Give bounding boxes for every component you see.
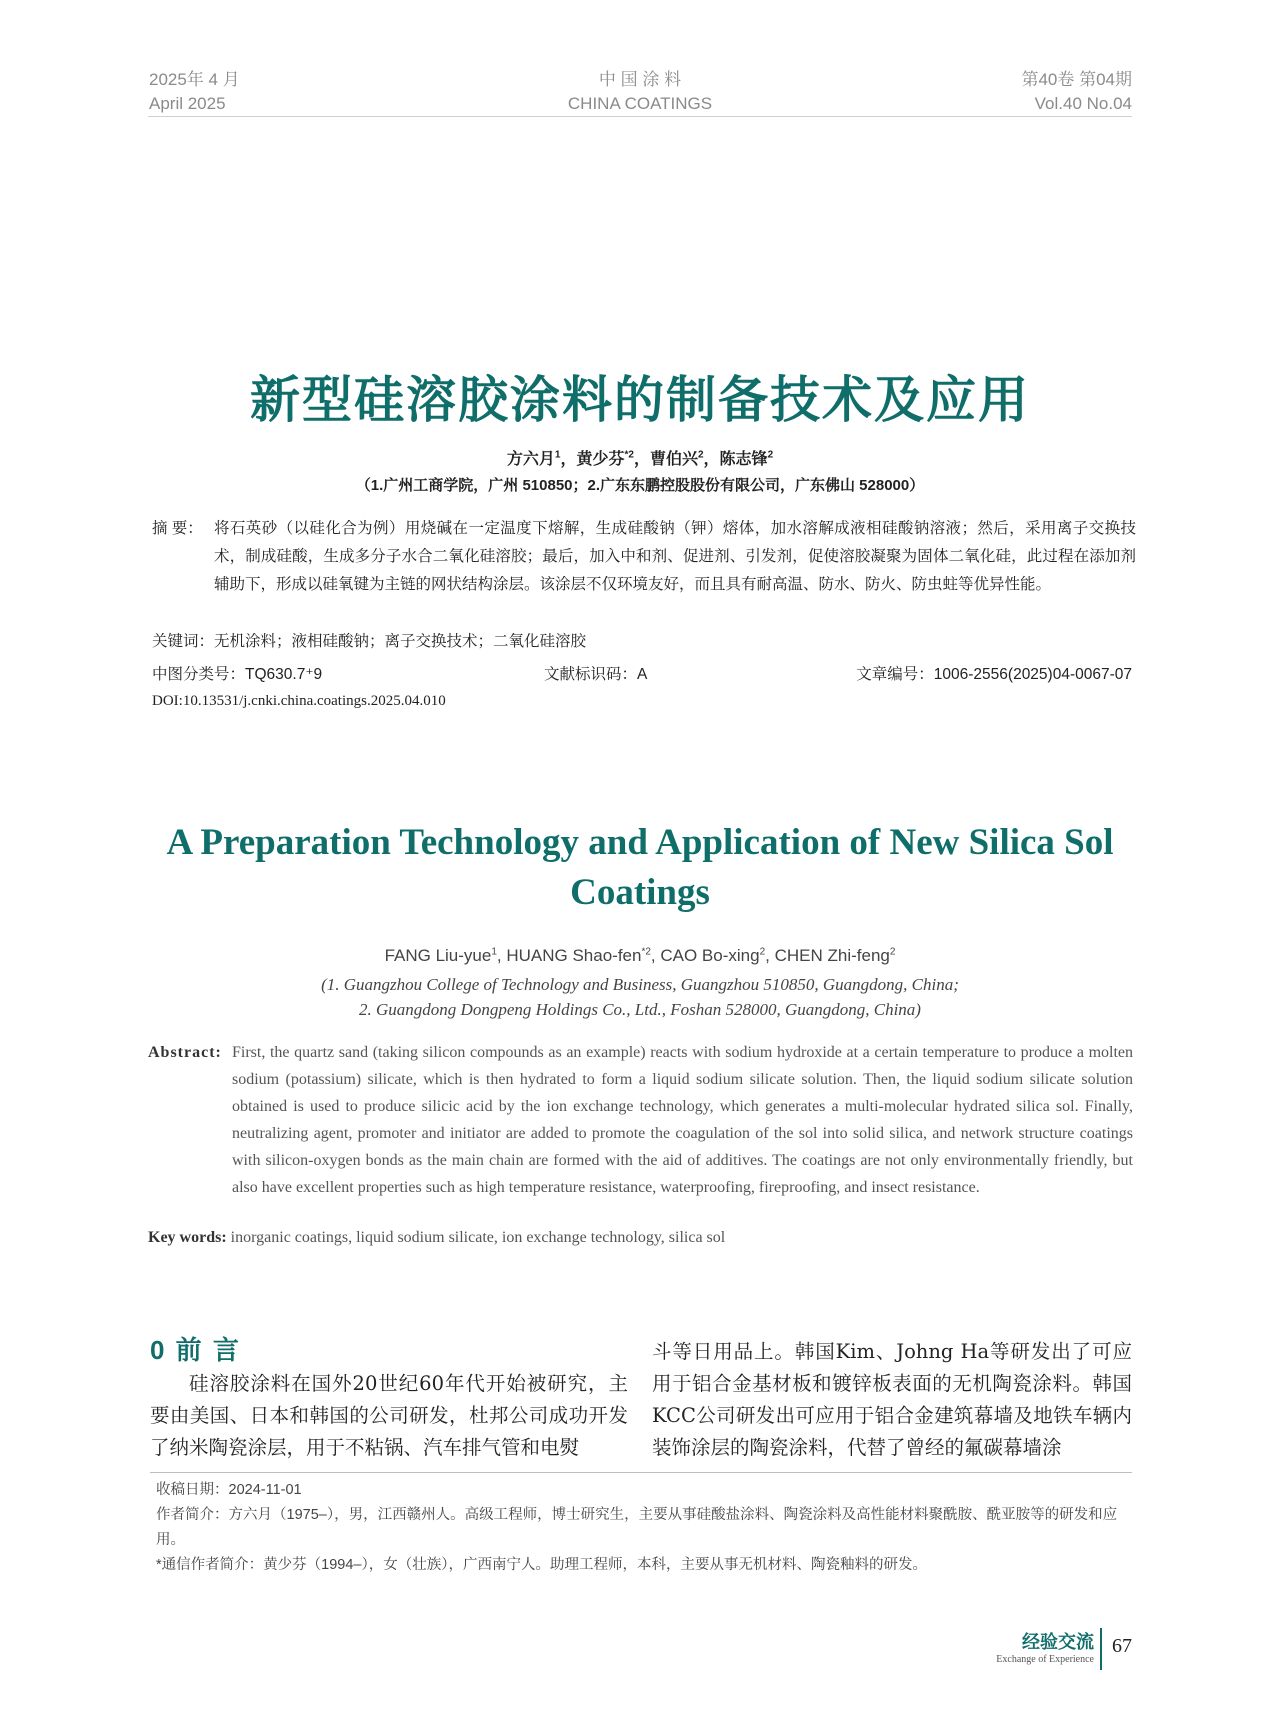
author-en-1: FANG Liu-yue$^1$ [384, 946, 497, 965]
author-en-4: CHEN Zhi-feng$^2$ [774, 946, 896, 965]
abstract-en-text: First, the quartz sand (taking silicon compounds as an example) reacts with sodium hydroxide at a certain temperature to produce a molten sodium (potassium) silicate, which is then hydrated to form a liquid sodium silicate solution. Then, the liquid sodium silicate solution obtained is used to produce silicic acid by the ion exchange technology, which generates a multi-molecular hydrated silica sol. Finally, neutralizing agent, promoter and initiator are added to promote the coagulation of the sol into solid silica, and network structure coatings with silicon-oxygen bonds as the main chain are formed with the aid of additives. The coatings are not only environmentally friendly, but also have excellent properties such as high temperature resistance, waterproofing, fireproofing, and insect resistance. [232, 1044, 1133, 1196]
header-date-en: April 2025 [149, 94, 226, 113]
clc-number: 中图分类号：TQ630.7⁺9 [152, 666, 323, 683]
header-rule [148, 116, 1132, 117]
footnote-rule [150, 1472, 1132, 1473]
author-cn-2: 黄少芬$^{*2}$ [576, 449, 634, 468]
footer-column-label [996, 1628, 1094, 1665]
received-date: 收稿日期：2024-11-01 [156, 1482, 302, 1498]
abstract-en-label: Abstract: [148, 1044, 222, 1061]
body-left-column: 硅溶胶涂料在国外20世纪60年代开始被研究，主要由美国、日本和韩国的公司研发，杜邦公司成功开发了纳米陶瓷涂层，用于不粘锅、汽车排气管和电熨 [150, 1372, 628, 1459]
doi: DOI:10.13531/j.cnki.china.coatings.2025.04.010 [152, 693, 446, 709]
footer-column-en: Exchange of Experience [996, 1654, 1094, 1665]
affiliation-en [0, 972, 1280, 1022]
keywords-en-text: inorganic coatings, liquid sodium silicate, ion exchange technology, silica sol [226, 1229, 726, 1246]
affiliation-cn: （1.广州工商学院，广州 510850；2.广东东鹏控股股份有限公司，广东佛山 528000） [355, 477, 925, 494]
abstract-en [148, 1039, 1133, 1201]
author-bio: 作者简介：方六月（1975–），男，江西赣州人。高级工程师，博士研究生，主要从事硅酸盐涂料、陶瓷涂料及高性能材料聚酰胺、酰亚胺等的研发和应用。 [156, 1507, 1118, 1548]
title-en: A Preparation Technology and Application of New Silica Sol Coatings [166, 822, 1114, 913]
header-date-cn: 2025年 4 月 [149, 70, 240, 89]
keywords-en-label: Key words: [148, 1229, 227, 1246]
header-volume [1021, 68, 1132, 116]
section-title: 0 前 言 [150, 1335, 241, 1365]
authors-cn: 方六月$^1$，黄少芬$^{*2}$，曹伯兴$^2$，陈志锋$^2$ [506, 449, 774, 468]
body-right-column: 斗等日用品上。韩国Kim、Johng Ha等研发出了可应用于铝合金基材板和镀锌板表面的无机陶瓷涂料。韩国KCC公司研发出可应用于铝合金建筑幕墙及地铁车辆内装饰涂层的陶瓷涂料，代替了曾经的氟碳幕墙涂 [652, 1340, 1132, 1459]
header-journal-en: CHINA COATINGS [567, 94, 713, 113]
abstract-cn [152, 515, 1136, 599]
page-number: 67 [1112, 1635, 1132, 1657]
footnotes [156, 1478, 1132, 1578]
author-cn-4: 陈志锋$^2$ [719, 449, 774, 468]
document-code: 文献标识码：A [544, 666, 648, 683]
author-cn-1: 方六月$^1$ [506, 449, 561, 468]
author-en-2: HUANG Shao-fen$^{*2}$ [506, 946, 651, 965]
abstract-cn-label: 摘 要： [152, 520, 203, 537]
footer-column-cn: 经验交流 [1022, 1632, 1094, 1652]
keywords-en [148, 1229, 725, 1247]
corresponding-author: *通信作者简介：黄少芬（1994–），女（壮族），广西南宁人。助理工程师，本科，主要从事无机材料、陶瓷釉料的研发。 [156, 1557, 927, 1573]
footer-divider [1100, 1628, 1102, 1670]
keywords-cn: 关键词：无机涂料；液相硅酸钠；离子交换技术；二氧化硅溶胶 [152, 633, 587, 650]
authors-en: FANG Liu-yue$^1$, HUANG Shao-fen$^{*2}$, CAO Bo-xing$^2$, CHEN Zhi-feng$^2$ [384, 946, 896, 965]
author-en-3: CAO Bo-xing$^2$ [660, 946, 766, 965]
article-number: 文章编号：1006-2556(2025)04-0067-07 [856, 666, 1132, 683]
author-cn-3: 曹伯兴$^2$ [649, 449, 704, 468]
header-volume-en: Vol.40 No.04 [1034, 94, 1132, 113]
title-cn: 新型硅溶胶涂料的制备技术及应用 [250, 371, 1030, 429]
header-journal-cn: 中 国 涂 料 [598, 70, 682, 89]
header-volume-cn: 第40卷 第04期 [1021, 70, 1132, 89]
affiliation-en-line-1: (1. Guangzhou College of Technology and Business, Guangzhou 510850, Guangdong, China; [321, 975, 959, 994]
affiliation-en-line-2: 2. Guangdong Dongpeng Holdings Co., Ltd., Foshan 528000, Guangdong, China) [359, 1000, 921, 1019]
abstract-cn-text: 将石英砂（以硅化合为例）用烧碱在一定温度下熔解，生成硅酸钠（钾）熔体，加水溶解成液相硅酸钠溶液；然后，采用离子交换技术，制成硅酸，生成多分子水合二氧化硅溶胶；最后，加入中和剂、促进剂、引发剂，促使溶胶凝聚为固体二氧化硅，此过程在添加剂辅助下，形成以硅氧键为主链的网状结构涂层。该涂层不仅环境友好，而且具有耐高温、防水、防火、防虫蛀等优异性能。 [214, 520, 1136, 593]
